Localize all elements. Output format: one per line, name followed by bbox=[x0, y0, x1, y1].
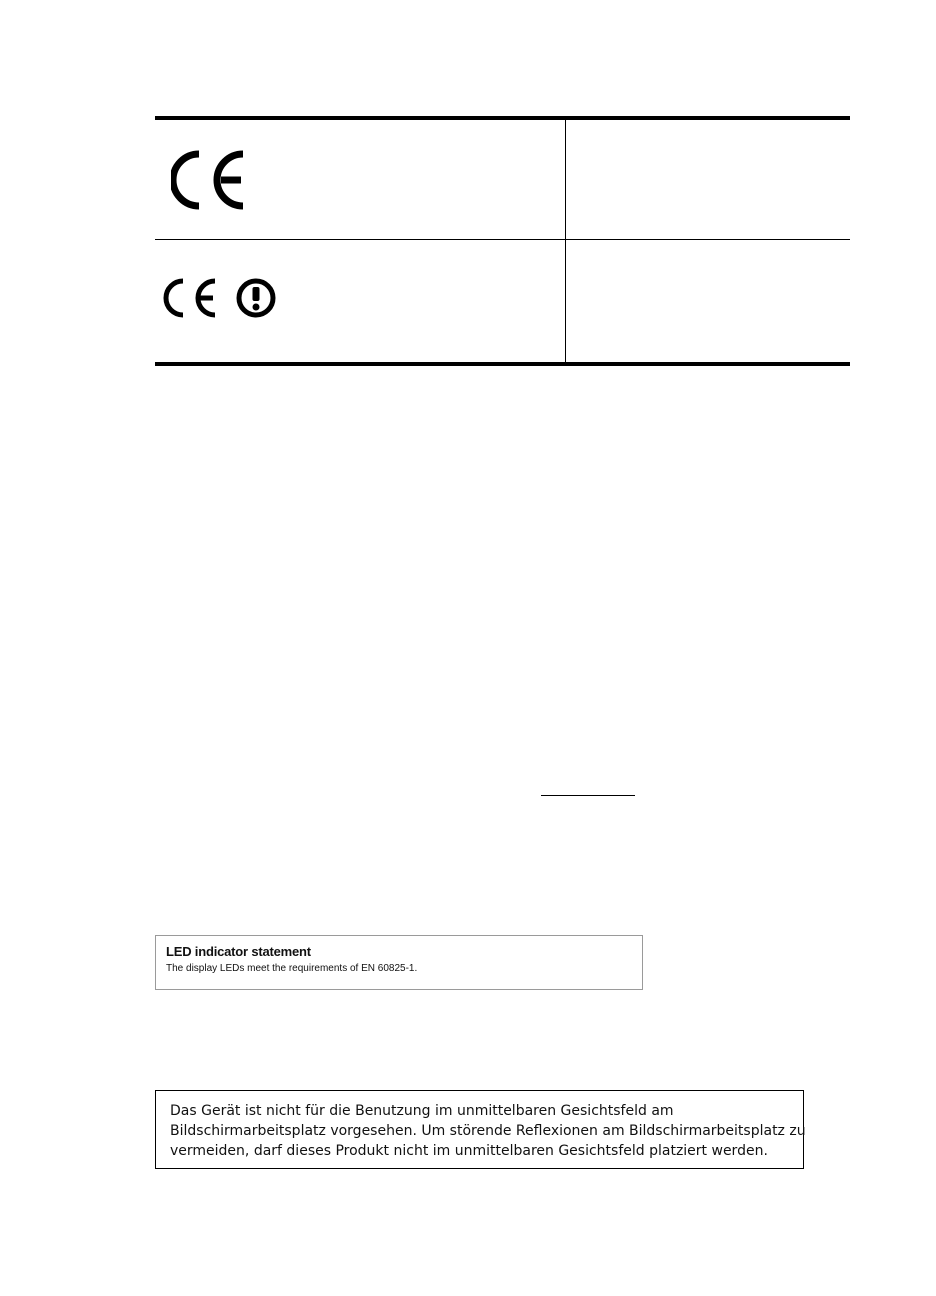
marking-cell-symbol bbox=[155, 240, 565, 362]
german-notice-line: Das Gerät ist nicht für die Benutzung im unmittelbaren Gesichtsfeld am bbox=[170, 1103, 674, 1119]
ce-mark-icon bbox=[171, 150, 251, 210]
led-statement-text: The display LEDs meet the requirements of EN 60825-1. bbox=[166, 963, 418, 974]
led-statement-title: LED indicator statement bbox=[166, 944, 311, 959]
link-underline bbox=[541, 795, 635, 796]
ce-mark-icon bbox=[163, 278, 223, 318]
alert-mark-icon bbox=[235, 278, 277, 318]
marking-cell-description bbox=[566, 120, 850, 239]
marking-cell-description bbox=[566, 240, 850, 362]
marking-row-ce-alert bbox=[155, 240, 850, 362]
marking-row-ce bbox=[155, 120, 850, 240]
german-notice-line: vermeiden, darf dieses Produkt nicht im unmittelbaren Gesichtsfeld platziert werden. bbox=[170, 1143, 768, 1159]
ce-marking-table bbox=[155, 116, 850, 366]
led-statement-box bbox=[155, 935, 643, 990]
german-notice-box bbox=[155, 1090, 804, 1169]
german-notice-line: Bildschirmarbeitsplatz vorgesehen. Um störende Reflexionen am Bildschirmarbeitsplatz zu bbox=[170, 1123, 806, 1139]
marking-cell-symbol bbox=[155, 120, 565, 239]
